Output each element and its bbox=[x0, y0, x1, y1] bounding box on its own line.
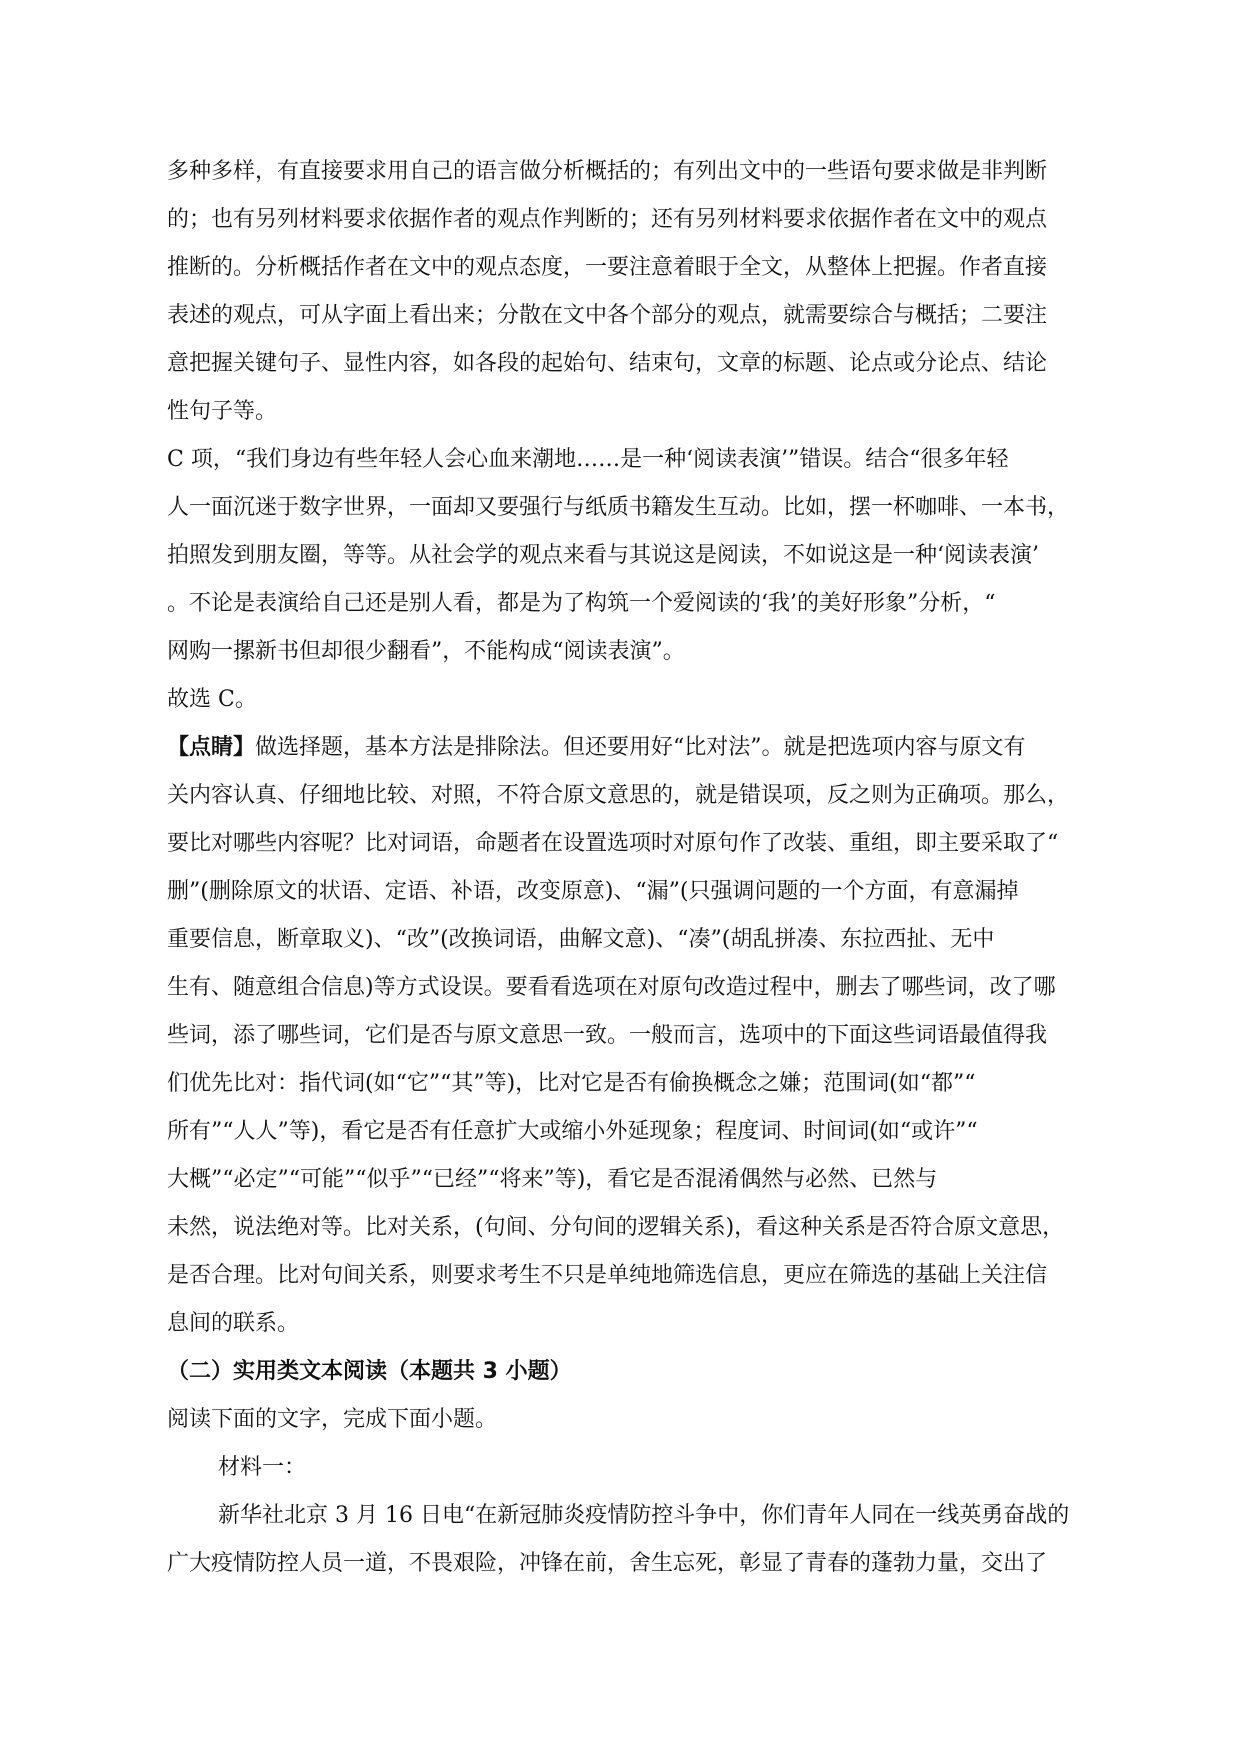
tip-line: 们优先比对：指代词(如“它”“其”等)，比对它是否有偷换概念之嫌；范围词(如“都”“ bbox=[167, 1071, 976, 1096]
option-c-line: 网购一摞新书但却很少翻看”，不能构成“阅读表演”。 bbox=[167, 639, 685, 664]
tip-line: 是否合理。比对句间关系，则要求考生不只是单纯地筛选信息，更应在筛选的基础上关注信 bbox=[167, 1263, 1048, 1288]
answer-line: 故选 C。 bbox=[167, 687, 257, 712]
analysis-line: 表述的观点，可从字面上看出来；分散在文中各个部分的观点，就需要综合与概括；二要注 bbox=[167, 303, 1048, 328]
tip-line: 息间的联系。 bbox=[167, 1311, 300, 1336]
tip-line: 所有”“人人”等)，看它是否有任意扩大或缩小外延现象；程度词、时间词(如“或许”“ bbox=[167, 1119, 978, 1144]
option-c-line: 人一面沉迷于数字世界，一面却又要强行与纸质书籍发生互动。比如，摆一杯咖啡、一本书， bbox=[167, 495, 1070, 520]
analysis-line: 多种多样，有直接要求用自己的语言做分析概括的；有列出文中的一些语句要求做是非判断 bbox=[167, 159, 1048, 184]
tip-line: 生有、随意组合信息)等方式设误。要看看选项在对原句改造过程中，删去了哪些词，改了哪 bbox=[167, 975, 1056, 1000]
tip-line: 删”(删除原文的状语、定语、补语，改变原意)、“漏”(只强调问题的一个方面，有意漏掉 bbox=[167, 879, 1019, 904]
material-line: 广大疫情防控人员一道，不畏艰险，冲锋在前，舍生忘死，彰显了青春的蓬勃力量，交出了 bbox=[167, 1551, 1048, 1576]
tip-label: 【点睛】 bbox=[167, 735, 256, 760]
document-page bbox=[167, 148, 1072, 1588]
analysis-line: 性句子等。 bbox=[167, 399, 278, 424]
tip-line: 重要信息，断章取义)、“改”(改换词语，曲解文意)、“凑”(胡乱拼凑、东拉西扯、无中 bbox=[167, 927, 995, 952]
analysis-line: 的；也有另列材料要求依据作者的观点作判断的；还有另列材料要求依据作者在文中的观点 bbox=[167, 207, 1048, 232]
analysis-line: 意把握关键句子、显性内容，如各段的起始句、结束句，文章的标题、论点或分论点、结论 bbox=[167, 351, 1048, 376]
tip-first-line bbox=[167, 724, 1072, 772]
section-heading: （二）实用类文本阅读（本题共 3 小题） bbox=[167, 1359, 572, 1384]
option-c-line: 拍照发到朋友圈，等等。从社会学的观点来看与其说这是阅读，不如说这是一种‘阅读表演’ bbox=[167, 543, 1039, 568]
tip-line: 未然，说法绝对等。比对关系，(句间、分句间的逻辑关系)，看这种关系是否符合原文意思， bbox=[167, 1215, 1065, 1240]
tip-line: 些词，添了哪些词，它们是否与原文意思一致。一般而言，选项中的下面这些词语最值得我 bbox=[167, 1023, 1048, 1048]
tip-line: 大概”“必定”“可能”“似乎”“已经”“将来”等)，看它是否混淆偶然与必然、已然与 bbox=[167, 1167, 938, 1192]
tip-line: 关内容认真、仔细地比较、对照，不符合原文意思的，就是错误项，反之则为正确项。那么， bbox=[167, 783, 1070, 808]
material-label: 材料一： bbox=[218, 1455, 307, 1480]
analysis-line: 推断的。分析概括作者在文中的观点态度，一要注意着眼于全文，从整体上把握。作者直接 bbox=[167, 255, 1048, 280]
material-line: 新华社北京 3 月 16 日电“在新冠肺炎疫情防控斗争中，你们青年人同在一线英勇奋战的 bbox=[218, 1503, 1070, 1528]
tip-first-text: 做选择题，基本方法是排除法。但还要用好“比对法”。就是把选项内容与原文有 bbox=[255, 735, 1026, 760]
instruction-line: 阅读下面的文字，完成下面小题。 bbox=[167, 1407, 498, 1432]
option-c-line: C 项，“我们身边有些年轻人会心血来潮地……是一种‘阅读表演’”错误。结合“很多年轻 bbox=[167, 447, 1009, 472]
option-c-line: 。不论是表演给自己还是别人看，都是为了构筑一个爱阅读的‘我’的美好形象”分析，“ bbox=[167, 591, 996, 616]
tip-line: 要比对哪些内容呢？比对词语，命题者在设置选项时对原句作了改装、重组，即主要采取了“ bbox=[167, 831, 1059, 856]
